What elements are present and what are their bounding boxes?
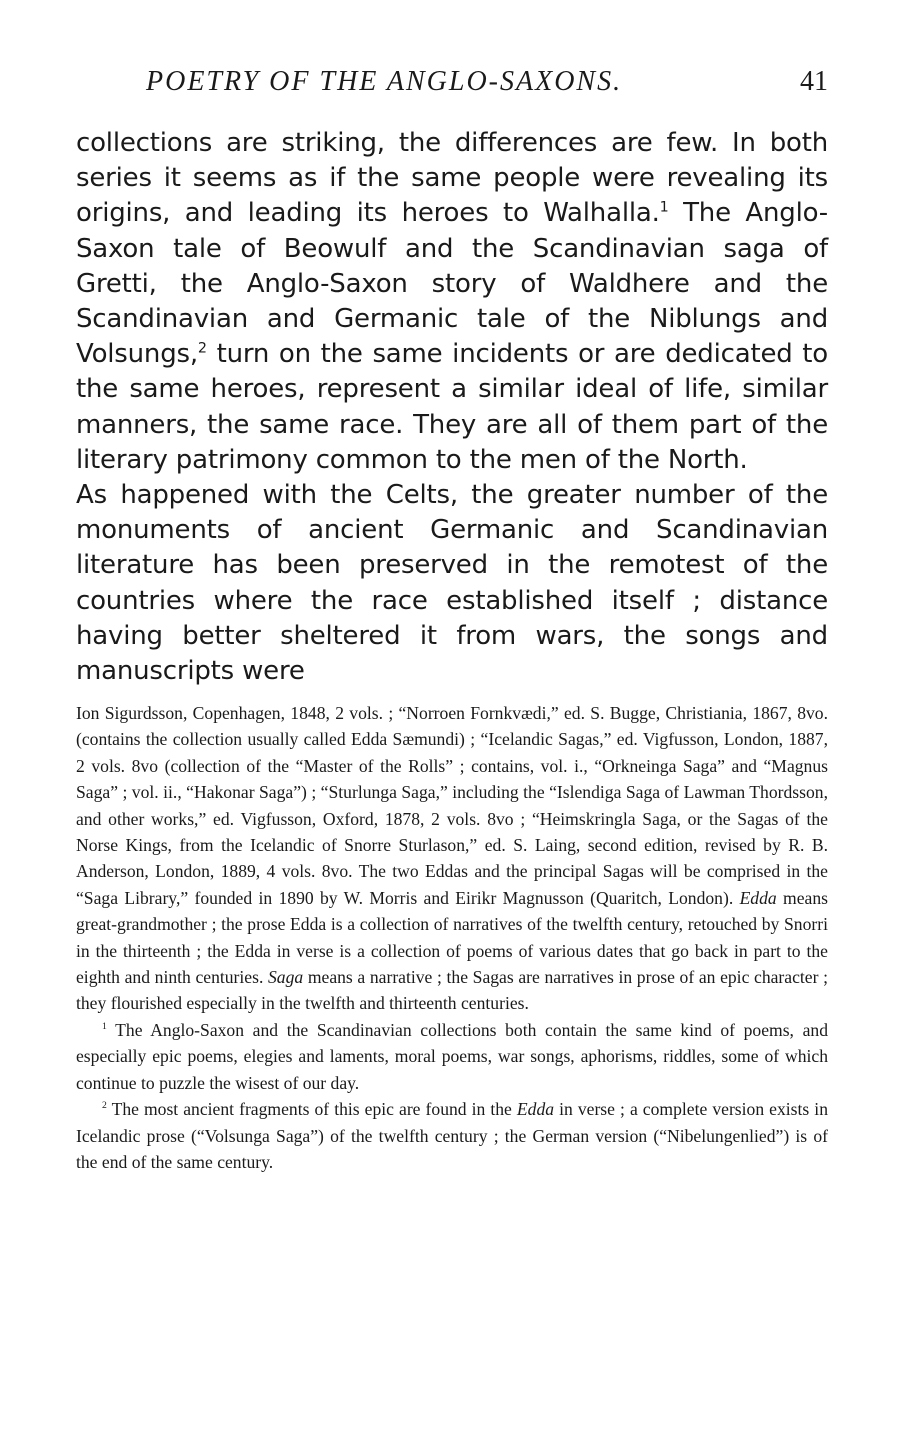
running-title: POETRY OF THE ANGLO-SAXONS. xyxy=(146,66,623,97)
footnote-2-part-b: in verse ; a complete version exists in Icelandic prose (“Volsunga Saga”) of the twelfth century ; the German version (“Nibelungenlied”) is of the end of the same century. xyxy=(76,1099,828,1172)
paragraph-1-part-b: The Anglo-Saxon tale of Beowulf and the Scandinavian saga of Gretti, the Anglo-Saxon story of Waldhere and the Scandinavian and Germanic tale of the Niblungs and Volsungs, xyxy=(76,198,828,370)
footnote-2-part-a: The most ancient fragments of this epic are found in the xyxy=(106,1099,517,1120)
main-text xyxy=(76,126,828,689)
footnote-continuation-part-c: means a narrative ; the Sagas are narratives in prose of an epic character ; they flourished especially in the twelfth and thirteenth centuries. xyxy=(76,967,828,1014)
footnote-2-mark: 2 xyxy=(102,1100,107,1112)
footnote-2 xyxy=(76,1096,828,1175)
paragraph-2: As happened with the Celts, the greater number of the monuments of ancient Germanic and Scandinavian literature has been preserved in the remotest of the countries where the race established itself ; distance having better sheltered it from wars, the songs and manuscripts were xyxy=(76,480,828,687)
paragraph-1 xyxy=(76,126,828,478)
footnote-term-edda: Edda xyxy=(739,887,777,908)
page-number: 41 xyxy=(800,66,828,97)
footnote-2-term-edda: Edda xyxy=(516,1099,555,1120)
footnote-term-saga: Saga xyxy=(268,967,304,988)
footnote-1 xyxy=(76,1017,828,1096)
paragraph-1-part-a: collections are striking, the differences are few. In both series it seems as if the same people were revealing its origins, and leading its heroes to Walhalla. xyxy=(76,128,828,229)
footnote-1-mark: 1 xyxy=(102,1021,107,1033)
footnote-continuation-part-a: Ion Sigurdsson, Copenhagen, 1848, 2 vols. ; “Norroen Fornkvædi,” ed. S. Bugge, Christiania, 1867, 8vo. (contains the collection usually called Edda Sæmundi) ; “Icelandic Sagas,” ed. Vigfusson, London, 1887, 2 vols. 8vo (collection of the “Master of the Rolls” ; contains, vol. i., “Orkneinga Saga” and “Magnus Saga” ; vol. ii., “Hakonar Saga”) ; “Sturlunga Saga,” including the “Islendiga Saga of Lawman Thordsson, and other works,” ed. Vigfusson, Oxford, 1878, 2 vols. 8vo ; “Heimskringla Saga, or the Sagas of the Norse Kings, from the Icelandic of Snorre Sturlason,” ed. S. Laing, second edition, revised by R. B. Anderson, London, 1889, 4 vols. 8vo. The two Eddas and the principal Sagas will be comprised in the “Saga Library,” founded in 1890 by W. Morris and Eirikr Magnusson (Quaritch, London). xyxy=(76,703,828,908)
footnote-1-text: The Anglo-Saxon and the Scandinavian collections both contain the same kind of poems, and especially epic poems, elegies and laments, moral poems, war songs, aphorisms, riddles, some of which continue to puzzle the wisest of our day. xyxy=(76,1019,828,1093)
footnote-continuation-part-b: means great-grandmother ; the prose Edda is a collection of narratives of the twelfth century, retouched by Snorri in the thirteenth ; the Edda in verse is a collection of poems of various dates that go back in part to the eighth and ninth centuries. xyxy=(76,887,828,988)
footnote-ref-2: 2 xyxy=(197,340,207,357)
paragraph-1-part-c: turn on the same incidents or are dedicated to the same heroes, represent a similar ideal of life, similar manners, the same race. They are all of them part of the literary patrimony common to the men of the North. xyxy=(76,339,828,475)
footnotes xyxy=(76,700,828,1175)
footnote-continuation xyxy=(76,700,828,1017)
running-head xyxy=(76,62,828,102)
footnote-ref-1: 1 xyxy=(659,199,669,216)
